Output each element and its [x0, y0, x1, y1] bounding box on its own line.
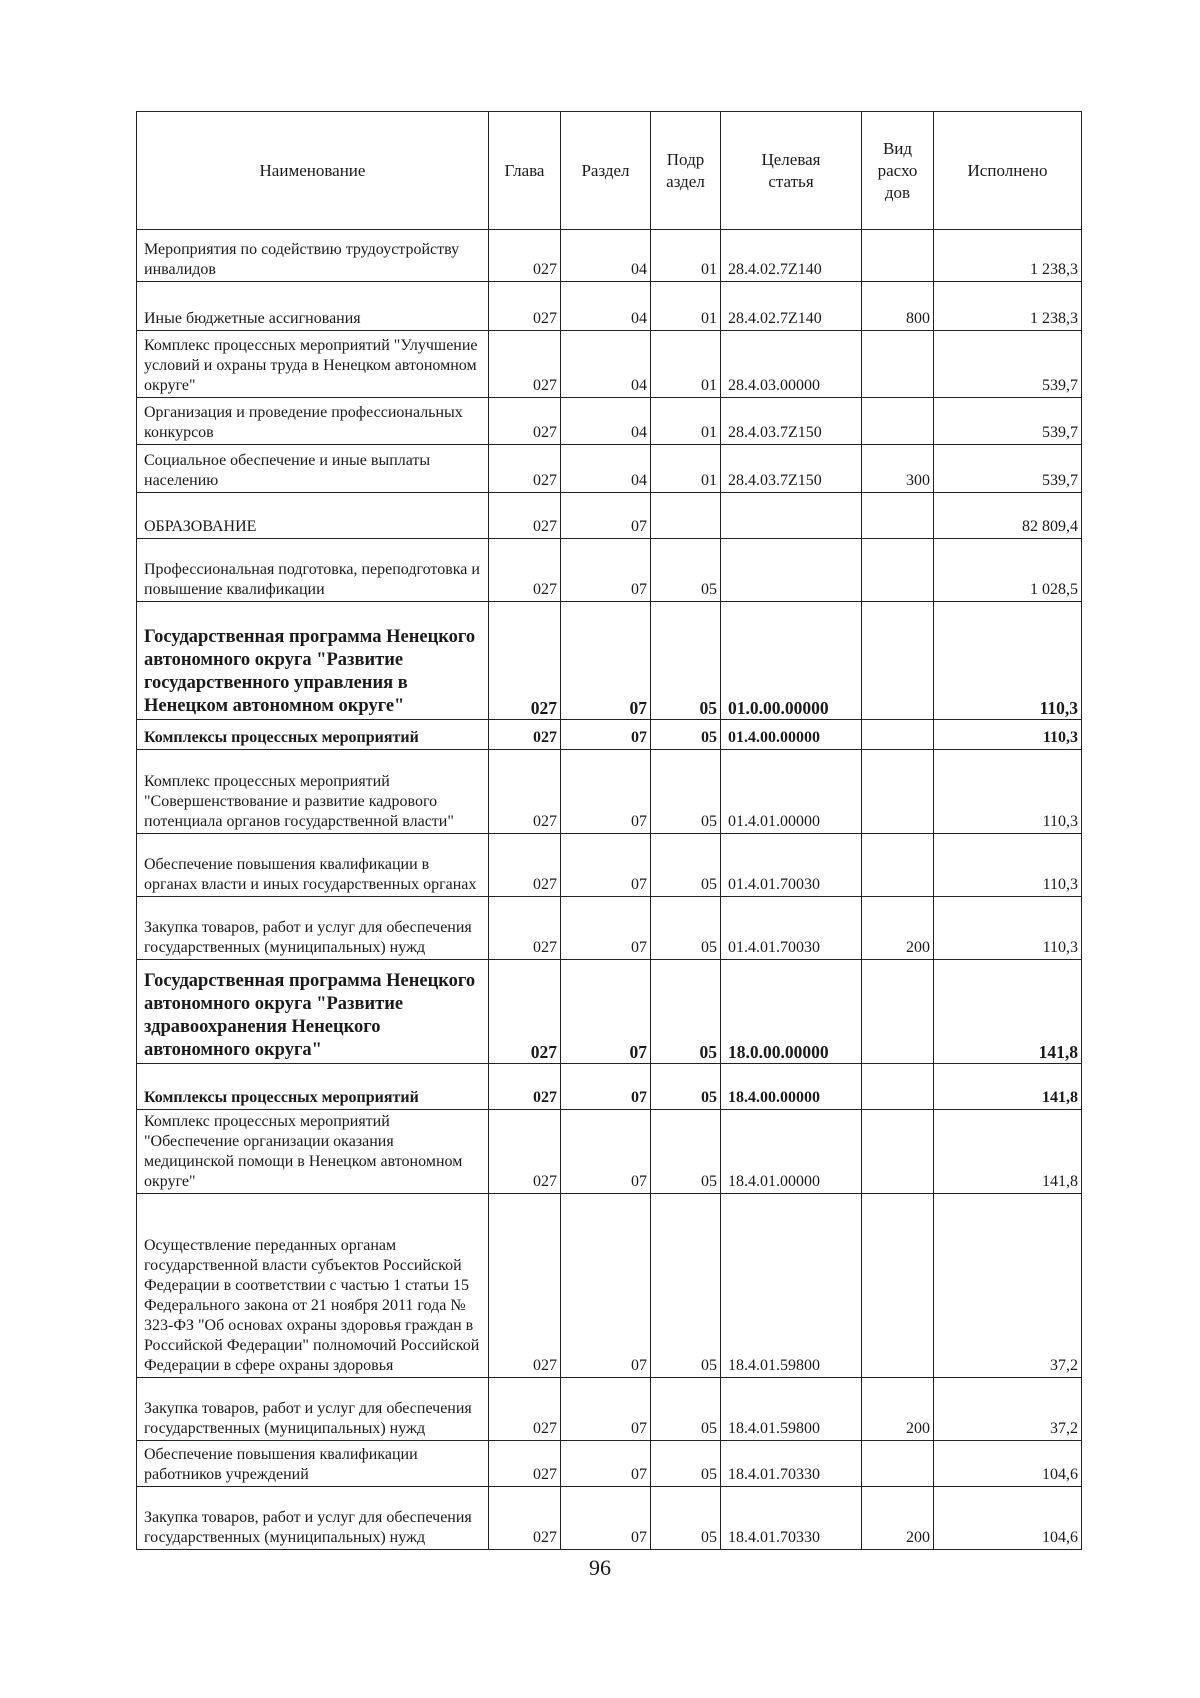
cell-razdel: 07	[561, 493, 651, 539]
cell-name: Государственная программа Ненецкого автономного округа "Развитие государственного управления в Ненецком автономном округе"	[137, 602, 489, 720]
cell-razdel: 07	[561, 750, 651, 834]
cell-name: Социальное обеспечение и иные выплаты населению	[137, 445, 489, 493]
cell-razdel: 04	[561, 331, 651, 398]
table-row	[137, 539, 1082, 602]
cell-podrazdel: 01	[651, 282, 721, 331]
header-ispolneno: Исполнено	[934, 112, 1082, 230]
table-header-row	[137, 112, 1082, 230]
cell-podrazdel: 05	[651, 720, 721, 750]
header-celevaya: Целевая статья	[721, 112, 862, 230]
cell-celevaya: 28.4.02.7Z140	[721, 282, 862, 331]
cell-ispolneno: 82 809,4	[934, 493, 1082, 539]
table-row-program	[137, 602, 1082, 720]
cell-name: Организация и проведение профессиональных конкурсов	[137, 398, 489, 445]
table-row	[137, 1441, 1082, 1487]
cell-glava: 027	[489, 720, 561, 750]
cell-ispolneno: 110,3	[934, 602, 1082, 720]
cell-vid: 200	[862, 1487, 934, 1550]
cell-razdel: 07	[561, 1110, 651, 1194]
cell-name: Комплексы процессных мероприятий	[137, 1064, 489, 1110]
cell-vid	[862, 398, 934, 445]
table-row	[137, 897, 1082, 960]
cell-glava: 027	[489, 331, 561, 398]
cell-vid	[862, 1110, 934, 1194]
cell-name: ОБРАЗОВАНИЕ	[137, 493, 489, 539]
table-row	[137, 1110, 1082, 1194]
cell-celevaya: 18.4.01.00000	[721, 1110, 862, 1194]
table-row	[137, 750, 1082, 834]
header-podrazdel: Подр аздел	[651, 112, 721, 230]
cell-celevaya: 18.0.00.00000	[721, 960, 862, 1064]
table-row	[137, 398, 1082, 445]
cell-ispolneno: 37,2	[934, 1194, 1082, 1378]
cell-razdel: 07	[561, 897, 651, 960]
cell-name: Комплексы процессных мероприятий	[137, 720, 489, 750]
cell-podrazdel	[651, 493, 721, 539]
cell-razdel: 04	[561, 230, 651, 282]
cell-razdel: 07	[561, 1487, 651, 1550]
cell-celevaya: 01.0.00.00000	[721, 602, 862, 720]
cell-celevaya	[721, 493, 862, 539]
cell-celevaya: 28.4.03.7Z150	[721, 445, 862, 493]
cell-ispolneno: 37,2	[934, 1378, 1082, 1441]
cell-glava: 027	[489, 1110, 561, 1194]
cell-name: Государственная программа Ненецкого автономного округа "Развитие здравоохранения Ненецкого автономного округа"	[137, 960, 489, 1064]
cell-razdel: 04	[561, 282, 651, 331]
cell-vid	[862, 230, 934, 282]
cell-vid	[862, 493, 934, 539]
cell-ispolneno: 1 028,5	[934, 539, 1082, 602]
cell-celevaya: 01.4.01.70030	[721, 897, 862, 960]
table-row	[137, 834, 1082, 897]
cell-ispolneno: 110,3	[934, 750, 1082, 834]
cell-razdel: 04	[561, 398, 651, 445]
cell-celevaya: 01.4.01.70030	[721, 834, 862, 897]
cell-podrazdel: 01	[651, 331, 721, 398]
cell-celevaya: 28.4.03.00000	[721, 331, 862, 398]
cell-podrazdel: 05	[651, 1110, 721, 1194]
cell-vid	[862, 331, 934, 398]
cell-vid	[862, 750, 934, 834]
cell-podrazdel: 05	[651, 1378, 721, 1441]
header-name: Наименование	[137, 112, 489, 230]
cell-razdel: 07	[561, 960, 651, 1064]
cell-glava: 027	[489, 398, 561, 445]
cell-vid: 200	[862, 897, 934, 960]
cell-celevaya: 28.4.03.7Z150	[721, 398, 862, 445]
cell-glava: 027	[489, 493, 561, 539]
cell-razdel: 07	[561, 1194, 651, 1378]
cell-podrazdel: 05	[651, 1441, 721, 1487]
budget-execution-table	[136, 111, 1082, 1550]
cell-podrazdel: 05	[651, 539, 721, 602]
cell-name: Иные бюджетные ассигнования	[137, 282, 489, 331]
cell-celevaya: 18.4.01.70330	[721, 1441, 862, 1487]
table-row	[137, 282, 1082, 331]
header-glava: Глава	[489, 112, 561, 230]
cell-ispolneno: 141,8	[934, 960, 1082, 1064]
cell-vid	[862, 960, 934, 1064]
cell-podrazdel: 05	[651, 1194, 721, 1378]
cell-name: Профессиональная подготовка, переподготовка и повышение квалификации	[137, 539, 489, 602]
table-row	[137, 1487, 1082, 1550]
cell-vid	[862, 1194, 934, 1378]
cell-podrazdel: 01	[651, 398, 721, 445]
cell-ispolneno: 1 238,3	[934, 282, 1082, 331]
cell-celevaya: 18.4.01.59800	[721, 1378, 862, 1441]
cell-podrazdel: 05	[651, 602, 721, 720]
cell-podrazdel: 05	[651, 1064, 721, 1110]
cell-ispolneno: 141,8	[934, 1064, 1082, 1110]
cell-vid: 200	[862, 1378, 934, 1441]
cell-podrazdel: 05	[651, 834, 721, 897]
cell-name: Мероприятия по содействию трудоустройству инвалидов	[137, 230, 489, 282]
cell-podrazdel: 01	[651, 445, 721, 493]
cell-razdel: 07	[561, 602, 651, 720]
cell-podrazdel: 05	[651, 897, 721, 960]
cell-glava: 027	[489, 897, 561, 960]
cell-glava: 027	[489, 1487, 561, 1550]
cell-name: Обеспечение повышения квалификации работников учреждений	[137, 1441, 489, 1487]
cell-glava: 027	[489, 282, 561, 331]
table-row-subtotal	[137, 1064, 1082, 1110]
table-row	[137, 331, 1082, 398]
cell-name: Закупка товаров, работ и услуг для обеспечения государственных (муниципальных) нужд	[137, 1487, 489, 1550]
cell-ispolneno: 110,3	[934, 834, 1082, 897]
cell-name: Комплекс процессных мероприятий "Совершенствование и развитие кадрового потенциала органов государственной власти"	[137, 750, 489, 834]
cell-celevaya: 28.4.02.7Z140	[721, 230, 862, 282]
cell-vid	[862, 539, 934, 602]
table-row	[137, 445, 1082, 493]
cell-glava: 027	[489, 1194, 561, 1378]
cell-razdel: 04	[561, 445, 651, 493]
cell-razdel: 07	[561, 1378, 651, 1441]
table-row	[137, 1378, 1082, 1441]
table-row	[137, 1194, 1082, 1378]
cell-podrazdel: 05	[651, 960, 721, 1064]
cell-razdel: 07	[561, 720, 651, 750]
cell-podrazdel: 01	[651, 230, 721, 282]
cell-razdel: 07	[561, 539, 651, 602]
page-number: 96	[589, 1555, 611, 1580]
cell-ispolneno: 539,7	[934, 445, 1082, 493]
cell-celevaya	[721, 539, 862, 602]
cell-vid	[862, 1064, 934, 1110]
cell-podrazdel: 05	[651, 750, 721, 834]
cell-vid	[862, 834, 934, 897]
cell-glava: 027	[489, 1441, 561, 1487]
cell-glava: 027	[489, 834, 561, 897]
table-row	[137, 230, 1082, 282]
table-row-program	[137, 960, 1082, 1064]
cell-ispolneno: 104,6	[934, 1487, 1082, 1550]
cell-glava: 027	[489, 445, 561, 493]
cell-name: Обеспечение повышения квалификации в органах власти и иных государственных органах	[137, 834, 489, 897]
cell-ispolneno: 1 238,3	[934, 230, 1082, 282]
cell-glava: 027	[489, 1378, 561, 1441]
cell-name: Закупка товаров, работ и услуг для обеспечения государственных (муниципальных) нужд	[137, 897, 489, 960]
table-row-subtotal	[137, 720, 1082, 750]
cell-razdel: 07	[561, 1441, 651, 1487]
cell-ispolneno: 104,6	[934, 1441, 1082, 1487]
cell-ispolneno: 141,8	[934, 1110, 1082, 1194]
cell-name: Закупка товаров, работ и услуг для обеспечения государственных (муниципальных) нужд	[137, 1378, 489, 1441]
cell-celevaya: 18.4.01.70330	[721, 1487, 862, 1550]
cell-razdel: 07	[561, 1064, 651, 1110]
header-razdel: Раздел	[561, 112, 651, 230]
cell-celevaya: 18.4.00.00000	[721, 1064, 862, 1110]
cell-ispolneno: 539,7	[934, 331, 1082, 398]
cell-razdel: 07	[561, 834, 651, 897]
cell-name: Комплекс процессных мероприятий "Улучшение условий и охраны труда в Ненецком автономном округе"	[137, 331, 489, 398]
cell-name: Осуществление переданных органам государственной власти субъектов Российской Федерации в соответствии с частью 1 статьи 15 Федерального закона от 21 ноября 2011 года № 323-ФЗ "Об основах охраны здоровья граждан в Российской Федерации" полномочий Российской Федерации в сфере охраны здоровья	[137, 1194, 489, 1378]
header-vid: Вид расхо дов	[862, 112, 934, 230]
cell-name: Комплекс процессных мероприятий "Обеспечение организации оказания медицинской помощи в Ненецком автономном округе"	[137, 1110, 489, 1194]
cell-glava: 027	[489, 230, 561, 282]
cell-celevaya: 18.4.01.59800	[721, 1194, 862, 1378]
cell-ispolneno: 110,3	[934, 720, 1082, 750]
cell-vid: 800	[862, 282, 934, 331]
cell-glava: 027	[489, 960, 561, 1064]
cell-vid	[862, 1441, 934, 1487]
cell-vid	[862, 602, 934, 720]
cell-celevaya: 01.4.01.00000	[721, 750, 862, 834]
cell-glava: 027	[489, 750, 561, 834]
cell-vid	[862, 720, 934, 750]
cell-celevaya: 01.4.00.00000	[721, 720, 862, 750]
cell-glava: 027	[489, 539, 561, 602]
cell-glava: 027	[489, 1064, 561, 1110]
table-row	[137, 493, 1082, 539]
cell-ispolneno: 110,3	[934, 897, 1082, 960]
cell-podrazdel: 05	[651, 1487, 721, 1550]
cell-glava: 027	[489, 602, 561, 720]
cell-ispolneno: 539,7	[934, 398, 1082, 445]
cell-vid: 300	[862, 445, 934, 493]
